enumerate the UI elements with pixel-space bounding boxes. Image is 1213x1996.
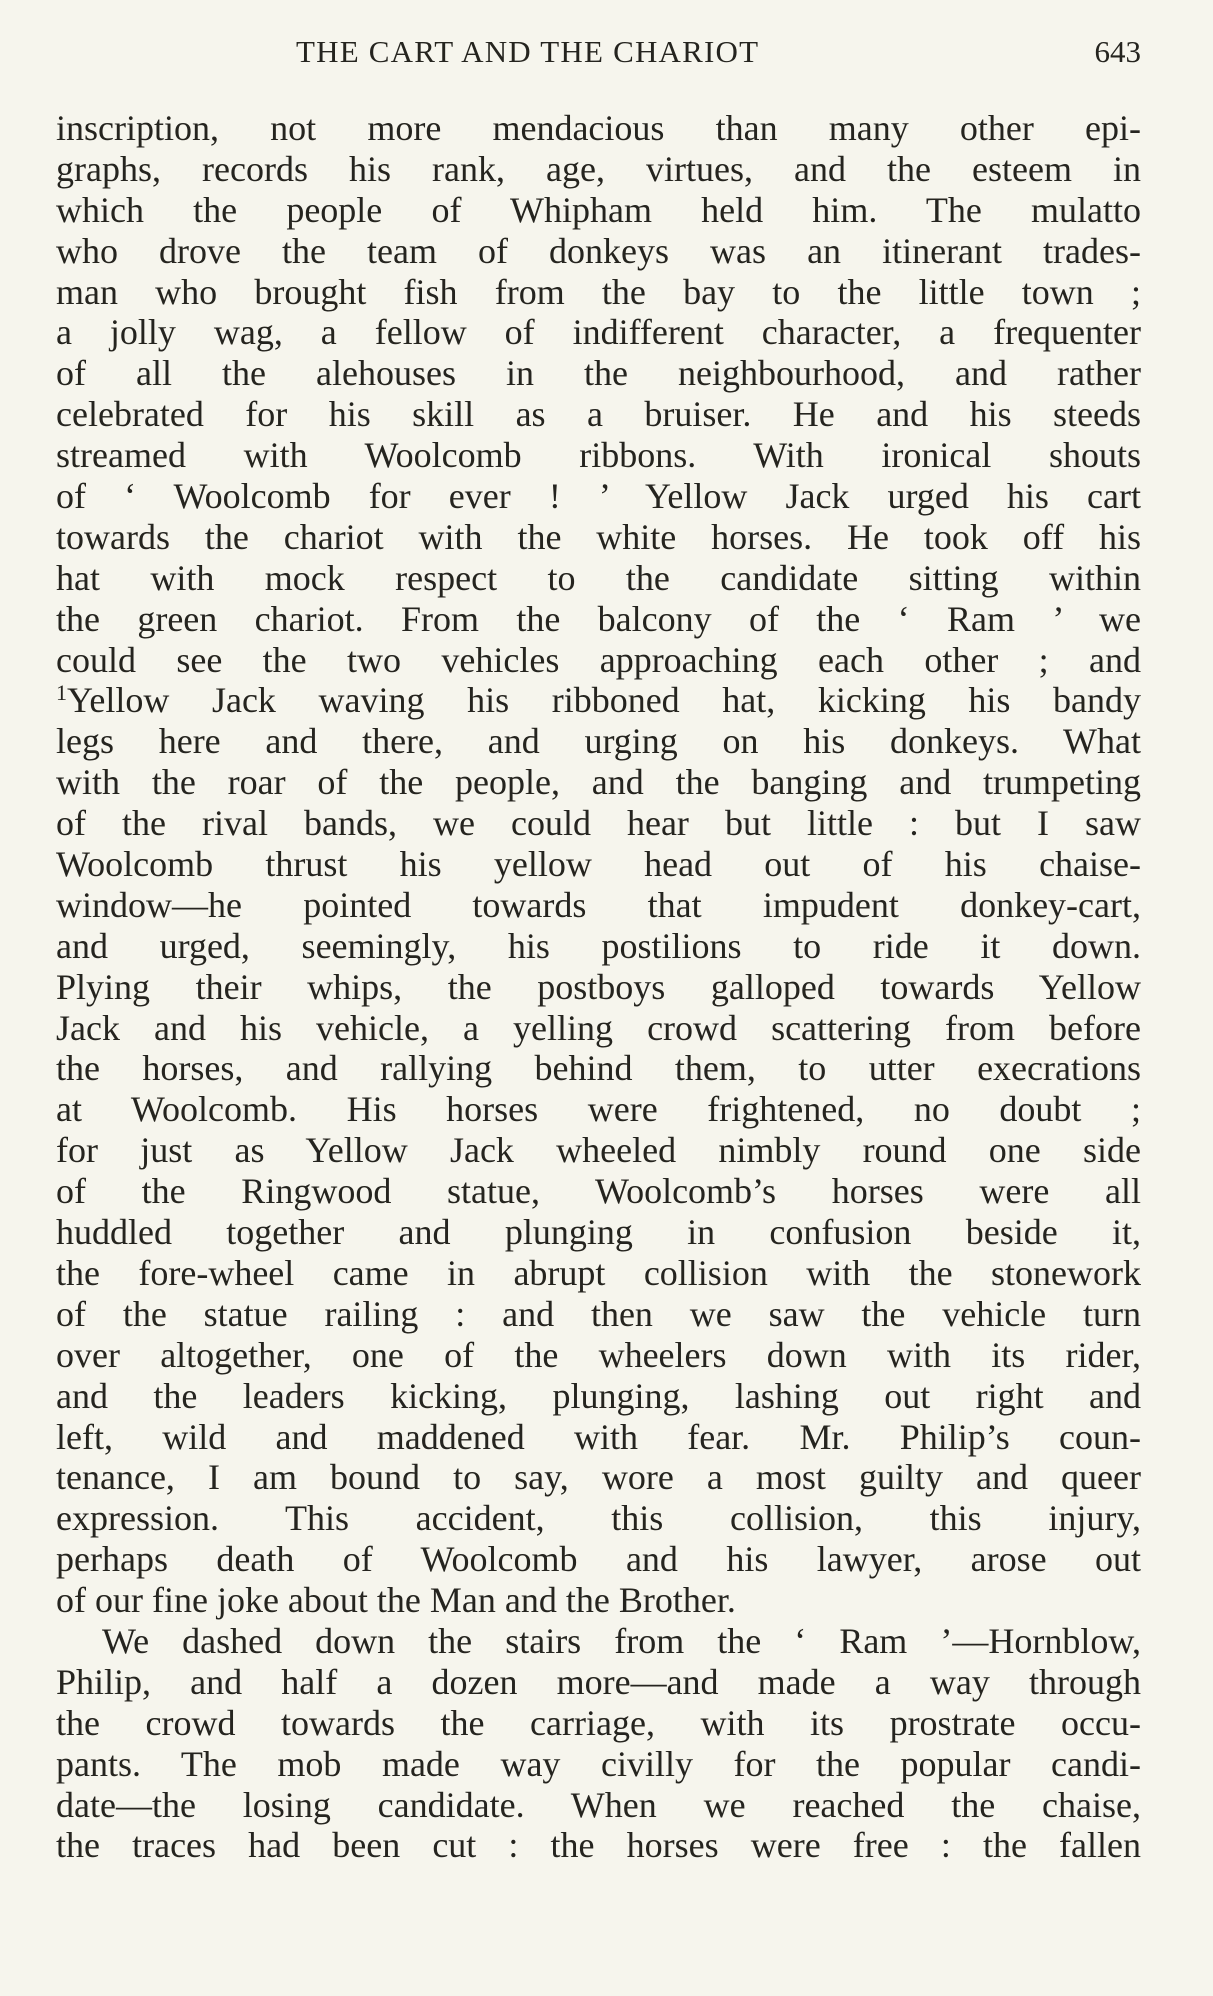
text-line: of the statue railing : and then we saw the vehicle turn — [56, 1293, 1141, 1334]
text-line: streamed with Woolcomb ribbons. With ironical shouts — [56, 435, 1141, 476]
page-number: 643 — [1094, 34, 1141, 69]
paragraph — [56, 1621, 1141, 1866]
text-line: expression. This accident, this collision, this injury, — [56, 1498, 1141, 1539]
text-line: which the people of Whipham held him. The mulatto — [56, 189, 1141, 230]
running-head — [56, 34, 1141, 78]
text-line: over altogether, one of the wheelers down with its rider, — [56, 1334, 1141, 1375]
text-line: the traces had been cut : the horses were free : the fallen — [56, 1825, 1141, 1866]
text-line: and urged, seemingly, his postilions to ride it down. — [56, 925, 1141, 966]
text-line: celebrated for his skill as a bruiser. He and his steeds — [56, 394, 1141, 435]
text-line: at Woolcomb. His horses were frightened, no doubt ; — [56, 1089, 1141, 1130]
text-line: Plying their whips, the postboys galloped towards Yellow — [56, 966, 1141, 1007]
text-line: window—he pointed towards that impudent donkey-cart, — [56, 884, 1141, 925]
text-line: huddled together and plunging in confusion beside it, — [56, 1212, 1141, 1253]
text-line: towards the chariot with the white horses. He took off his — [56, 516, 1141, 557]
body-text — [56, 108, 1141, 1866]
text-line: tenance, I am bound to say, wore a most guilty and queer — [56, 1457, 1141, 1498]
text-line-content: Yellow Jack waving his ribboned hat, kicking his bandy — [67, 680, 1141, 721]
text-line: date—the losing candidate. When we reached the chaise, — [56, 1784, 1141, 1825]
text-line: of our fine joke about the Man and the Brother. — [56, 1580, 736, 1621]
text-line: of the rival bands, we could hear but little : but I saw — [56, 803, 1141, 844]
text-line: graphs, records his rank, age, virtues, and the esteem in — [56, 148, 1141, 189]
text-line — [56, 680, 1141, 721]
text-line: the horses, and rallying behind them, to utter execrations — [56, 1048, 1141, 1089]
text-line: could see the two vehicles approaching each other ; and — [56, 639, 1141, 680]
text-line: We dashed down the stairs from the ‘ Ram ’—Hornblow, — [102, 1620, 1141, 1661]
text-line: pants. The mob made way civilly for the popular candi- — [56, 1743, 1141, 1784]
text-line: a jolly wag, a fellow of indifferent character, a frequenter — [56, 312, 1141, 353]
text-line: and the leaders kicking, plunging, lashing out right and — [56, 1375, 1141, 1416]
text-line: Jack and his vehicle, a yelling crowd scattering from before — [56, 1007, 1141, 1048]
text-line: of all the alehouses in the neighbourhood, and rather — [56, 353, 1141, 394]
text-line: the green chariot. From the balcony of the ‘ Ram ’ we — [56, 598, 1141, 639]
text-line: the crowd towards the carriage, with its prostrate occu- — [56, 1702, 1141, 1743]
text-line: man who brought fish from the bay to the little town ; — [56, 271, 1141, 312]
text-line: left, wild and maddened with fear. Mr. Philip’s coun- — [56, 1416, 1141, 1457]
text-line: inscription, not more mendacious than many other epi- — [56, 108, 1141, 148]
text-line: legs here and there, and urging on his donkeys. What — [56, 721, 1141, 762]
text-line: Woolcomb thrust his yellow head out of his chaise- — [56, 844, 1141, 885]
text-line: hat with mock respect to the candidate sitting within — [56, 557, 1141, 598]
text-line: who drove the team of donkeys was an itinerant trades- — [56, 230, 1141, 271]
text-line: with the roar of the people, and the banging and trumpeting — [56, 762, 1141, 803]
text-line: perhaps death of Woolcomb and his lawyer, arose out — [56, 1539, 1141, 1580]
paragraph — [56, 108, 1141, 1621]
text-line: of ‘ Woolcomb for ever ! ’ Yellow Jack urged his cart — [56, 476, 1141, 517]
text-line: Philip, and half a dozen more—and made a way through — [56, 1661, 1141, 1702]
text-line: for just as Yellow Jack wheeled nimbly round one side — [56, 1130, 1141, 1171]
running-title: THE CART AND THE CHARIOT — [296, 34, 760, 69]
footnote-marker: 1 — [56, 680, 67, 706]
text-line: the fore-wheel came in abrupt collision with the stonework — [56, 1252, 1141, 1293]
text-line: of the Ringwood statue, Woolcomb’s horses were all — [56, 1171, 1141, 1212]
